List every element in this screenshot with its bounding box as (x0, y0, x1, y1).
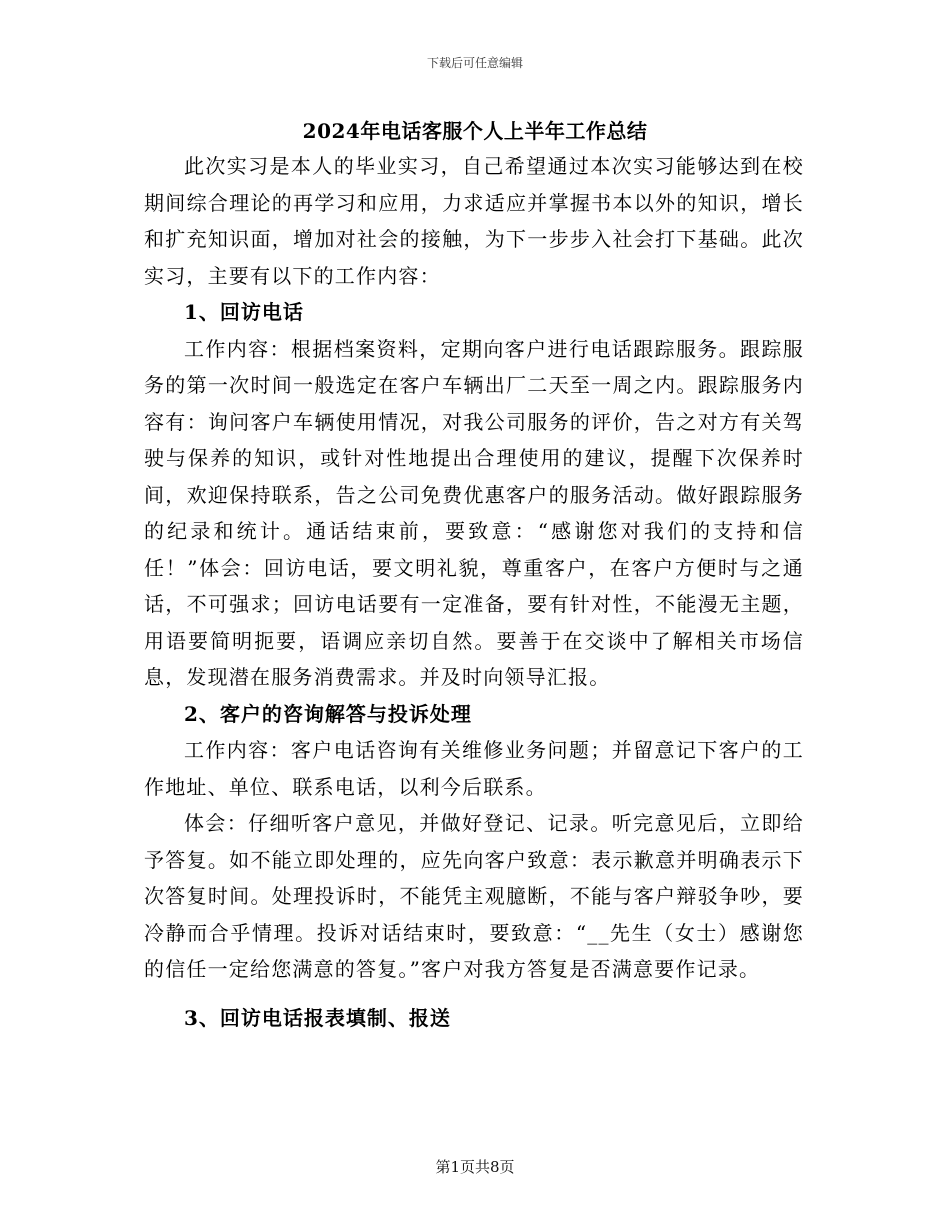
section-2-heading: 2、客户的咨询解答与投诉处理 (184, 701, 472, 726)
section-1-heading: 1、回访电话 (184, 300, 304, 324)
document-title: 2024年电话客服个人上半年工作总结 (302, 119, 648, 143)
intro-paragraph: 此次实习是本人的毕业实习，自己希望通过本次实习能够达到在校期间综合理论的再学习和应用，力求适应并掌握书本以外的知识，增长和扩充知识面，增加对社会的接触，为下一步步入社会打下基础。此次实习，主要有以下的工作内容： (144, 154, 804, 288)
section-1-paragraph: 工作内容：根据档案资料，定期向客户进行电话跟踪服务。跟踪服务的第一次时间一般选定在客户车辆出厂二天至一周之内。跟踪服务内容有：询问客户车辆使用情况，对我公司服务的评价，告之对方有关驾驶与保养的知识，或针对性地提出合理使用的建议，提醒下次保养时间，欢迎保持联系，告之公司免费优惠客户的服务活动。做好跟踪服务的纪录和统计。通话结束前，要致意：“感谢您对我们的支持和信任！”体会：回访电话，要文明礼貌，尊重客户，在客户方便时与之通话，不可强求；回访电话要有一定准备，要有针对性，不能漫无主题，用语要简明扼要，语调应亲切自然。要善于在交谈中了解相关市场信息，发现潜在服务消费需求。并及时向领导汇报。 (144, 336, 804, 689)
header-note: 下载后可任意编辑 (426, 56, 523, 70)
document-body (144, 148, 804, 1036)
section-2-paragraph-1: 工作内容：客户电话咨询有关维修业务问题；并留意记下客户的工作地址、单位、联系电话，以利今后联系。 (144, 738, 804, 799)
section-3-heading: 3、回访电话报表填制、报送 (184, 1005, 451, 1030)
page-footer: 第1页共8页 (435, 1158, 515, 1176)
section-2-paragraph-2: 体会：仔细听客户意见，并做好登记、记录。听完意见后，立即给予答复。如不能立即处理的，应先向客户致意：表示歉意并明确表示下次答复时间。处理投诉时，不能凭主观臆断，不能与客户辩驳争吵，要冷静而合乎情理。投诉对话结束时，要致意：“__先生（女士）感谢您的信任一定给您满意的答复。”客户对我方答复是否满意要作记录。 (144, 811, 804, 981)
